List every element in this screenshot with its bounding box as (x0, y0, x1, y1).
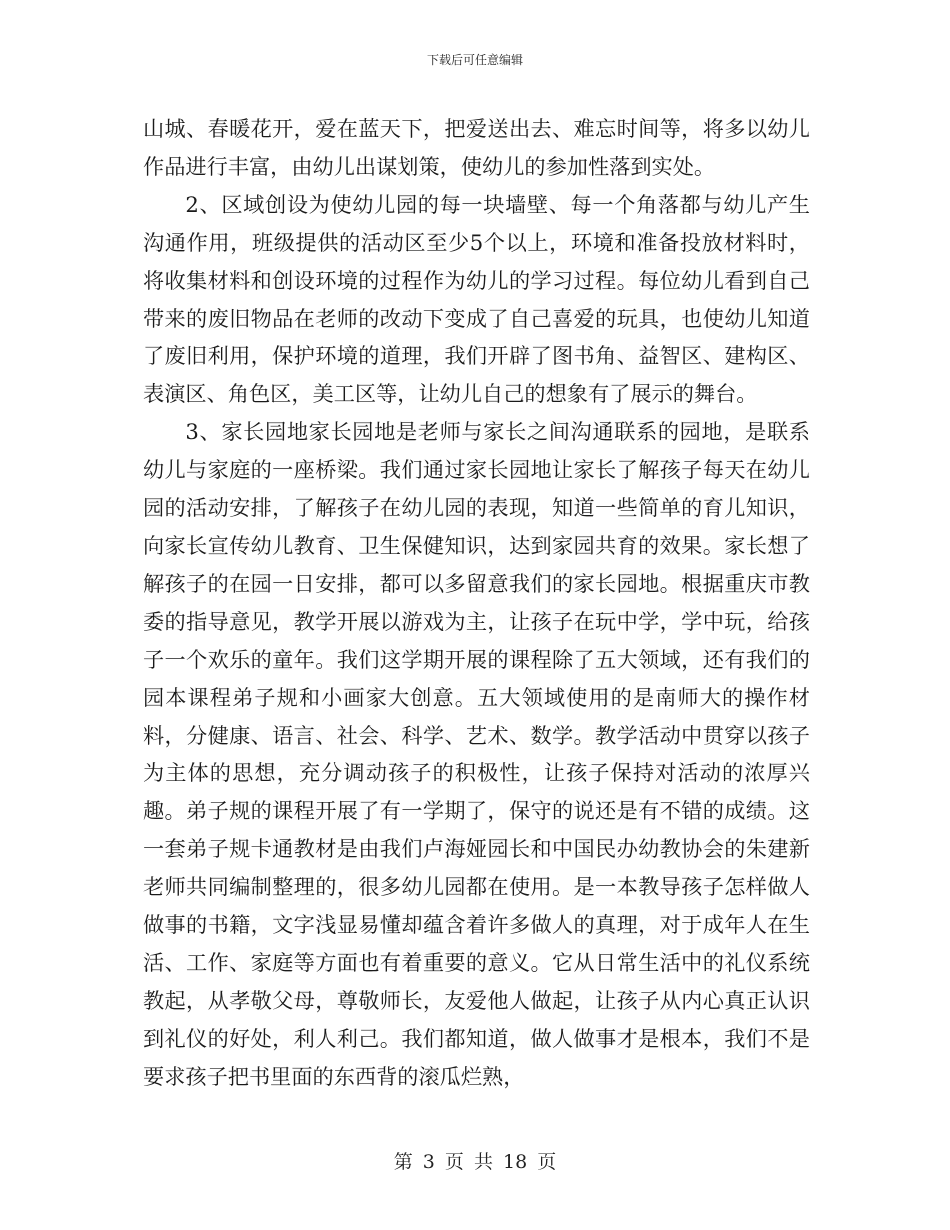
page-footer: 第 3 页 共 18 页 (393, 1151, 557, 1173)
page-header: 下载后可任意编辑 (426, 53, 523, 67)
paragraph-1: 山城、春暖花开，爱在蓝天下，把爱送出去、难忘时间等，将多以幼儿作品进行丰富，由幼儿出谋划策，使幼儿的参加性落到实处。 (143, 116, 810, 179)
paragraph-2: 2、区域创设为使幼儿园的每一块墙壁、每一个角落都与幼儿产生沟通作用，班级提供的活动区至少5个以上，环境和准备投放材料时，将收集材料和创设环境的过程作为幼儿的学习过程。每位幼儿看到自己带来的废旧物品在老师的改动下变成了自己喜爱的玩具，也使幼儿知道了废旧利用，保护环境的道理，我们开辟了图书角、益智区、建构区、表演区、角色区，美工区等，让幼儿自己的想象有了展示的舞台。 (143, 191, 810, 407)
paragraph-3: 3、家长园地家长园地是老师与家长之间沟通联系的园地，是联系幼儿与家庭的一座桥梁。我们通过家长园地让家长了解孩子每天在幼儿园的活动安排，了解孩子在幼儿园的表现，知道一些简单的育儿知识，向家长宣传幼儿教育、卫生保健知识，达到家园共育的效果。家长想了解孩子的在园一日安排，都可以多留意我们的家长园地。根据重庆市教委的指导意见，教学开展以游戏为主，让孩子在玩中学，学中玩，给孩子一个欢乐的童年。我们这学期开展的课程除了五大领域，还有我们的园本课程弟子规和小画家大创意。五大领域使用的是南师大的操作材料，分健康、语言、社会、科学、艺术、数学。教学活动中贯穿以孩子为主体的思想，充分调动孩子的积极性，让孩子保持对活动的浓厚兴趣。弟子规的课程开展了有一学期了，保守的说还是有不错的成绩。这一套弟子规卡通教材是由我们卢海娅园长和中国民办幼教协会的朱建新老师共同编制整理的，很多幼儿园都在使用。是一本教导孩子怎样做人做事的书籍，文字浅显易懂却蕴含着许多做人的真理，对于成年人在生活、工作、家庭等方面也有着重要的意义。它从日常生活中的礼仪系统教起，从孝敬父母，尊敬师长，友爱他人做起，让孩子从内心真正认识到礼仪的好处，利人利己。我们都知道，做人做事才是根本，我们不是要求孩子把书里面的东西背的滚瓜烂熟， (143, 419, 810, 1089)
document-body (143, 110, 810, 1096)
